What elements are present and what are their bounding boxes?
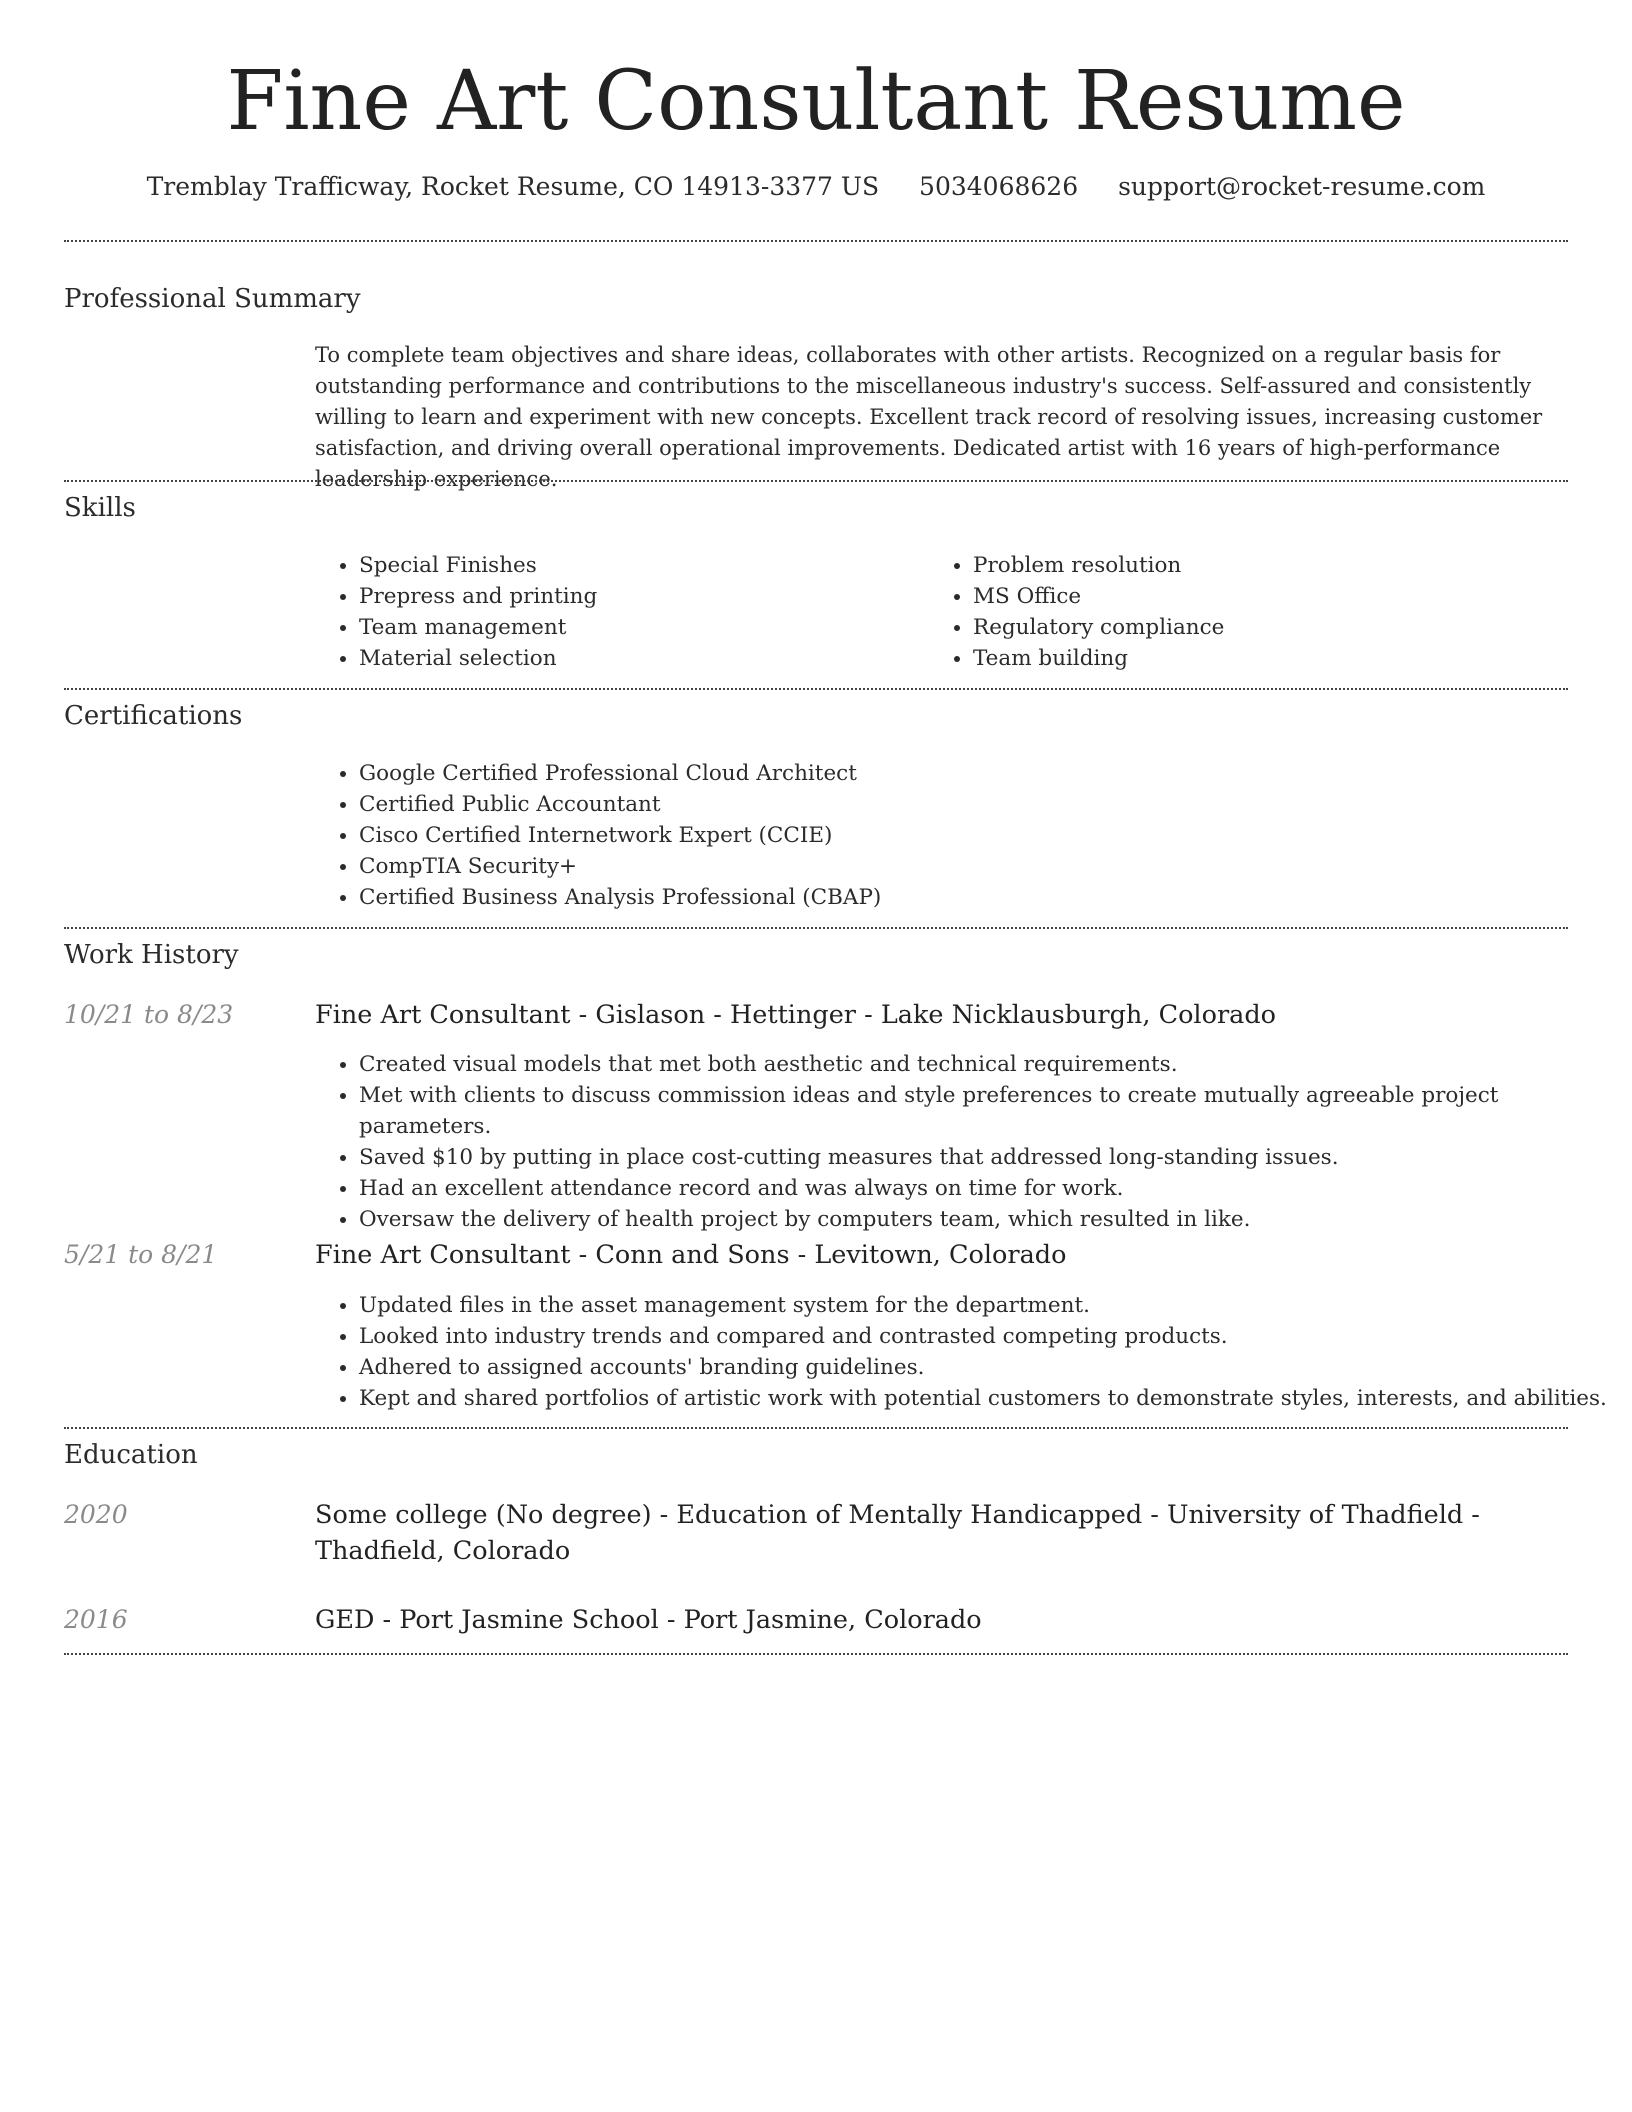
education-degree: GED (315, 1605, 375, 1635)
certification-item: • Certified Public Accountant (359, 789, 1559, 820)
skill-item: • Regulatory compliance (973, 612, 1573, 643)
contact-phone: 5034068626 (919, 172, 1079, 201)
job-title-line (315, 997, 1565, 1033)
skill-item: • Prepress and printing (359, 581, 919, 612)
job-bullet: • Met with clients to discuss commission ideas and style preferences to create mutually agreeable project parameters. (359, 1080, 1609, 1142)
section-divider (64, 480, 1568, 482)
education-year: 2020 (64, 1500, 128, 1529)
job-bullet: • Looked into industry trends and compared and contrasted competing products. (359, 1321, 1609, 1352)
skill-item: • Team building (973, 643, 1573, 674)
job-details: - Conn and Sons - Levitown, Colorado (570, 1240, 1067, 1270)
education-entry (315, 1497, 1565, 1569)
job-dates: 5/21 to 8/21 (64, 1240, 218, 1269)
section-divider (64, 688, 1568, 690)
job-title-line (315, 1237, 1565, 1273)
job-bullet: • Updated files in the asset management system for the department. (359, 1290, 1609, 1321)
education-degree: Some college (No degree) - Education of Mentally Handicapped (315, 1500, 1143, 1530)
job-title: Fine Art Consultant (315, 1240, 571, 1270)
certifications-heading: Certifications (64, 701, 243, 731)
skill-item: • Material selection (359, 643, 919, 674)
skill-item: • MS Office (973, 581, 1573, 612)
skills-list-right (929, 550, 1573, 674)
job-dates: 10/21 to 8/23 (64, 1000, 234, 1029)
certification-item: • Certified Business Analysis Professional (CBAP) (359, 882, 1559, 913)
section-divider (64, 1427, 1568, 1429)
certification-item: • Cisco Certified Internetwork Expert (CCIE) (359, 820, 1559, 851)
education-details: - Port Jasmine School - Port Jasmine, Colorado (374, 1605, 982, 1635)
education-year: 2016 (64, 1605, 128, 1634)
skills-heading: Skills (64, 493, 136, 523)
summary-heading: Professional Summary (64, 284, 361, 314)
job-details: - Gislason - Hettinger - Lake Nicklausburgh, Colorado (570, 1000, 1277, 1030)
job-bullet: • Adhered to assigned accounts' branding guidelines. (359, 1352, 1609, 1383)
job-bullet: • Had an excellent attendance record and was always on time for work. (359, 1173, 1609, 1204)
job-title: Fine Art Consultant (315, 1000, 571, 1030)
resume-title: Fine Art Consultant Resume (226, 54, 1406, 149)
skill-item: • Problem resolution (973, 550, 1573, 581)
section-divider (64, 1653, 1568, 1655)
education-details: - University of Thadfield - Thadfield, Colorado (315, 1500, 1480, 1566)
job-bullets (315, 1049, 1609, 1235)
skill-item: • Team management (359, 612, 919, 643)
job-bullet: • Saved $10 by putting in place cost-cutting measures that addressed long-standing issues. (359, 1142, 1609, 1173)
certification-item: • CompTIA Security+ (359, 851, 1559, 882)
job-bullets (315, 1290, 1609, 1414)
education-entry (315, 1602, 1565, 1638)
work-heading: Work History (64, 940, 239, 970)
section-divider (64, 240, 1568, 242)
summary-text: To complete team objectives and share ideas, collaborates with other artists. Recognized on a regular basis for outstanding performance and contributions to the miscellaneous industry's success. Self-assured and consistently willing to learn and experiment with new concepts. Excellent track record of resolving issues, increasing customer satisfaction, and driving overall operational improvements. Dedicated artist with 16 years of high-performance leadership experience. (315, 343, 1543, 491)
skill-item: • Special Finishes (359, 550, 919, 581)
certification-item: • Google Certified Professional Cloud Architect (359, 758, 1559, 789)
contact-email: support@rocket-resume.com (1118, 172, 1486, 201)
contact-line (0, 170, 1632, 204)
job-bullet: • Oversaw the delivery of health project by computers team, which resulted in like. (359, 1204, 1609, 1235)
education-heading: Education (64, 1440, 198, 1470)
job-bullet: • Created visual models that met both aesthetic and technical requirements. (359, 1049, 1609, 1080)
job-bullet: • Kept and shared portfolios of artistic work with potential customers to demonstrate styles, interests, and abilities. (359, 1383, 1609, 1414)
section-divider (64, 927, 1568, 929)
certifications-list (315, 758, 1559, 913)
contact-address: Tremblay Trafficway, Rocket Resume, CO 14913-3377 US (146, 172, 880, 201)
skills-list-left (315, 550, 919, 674)
